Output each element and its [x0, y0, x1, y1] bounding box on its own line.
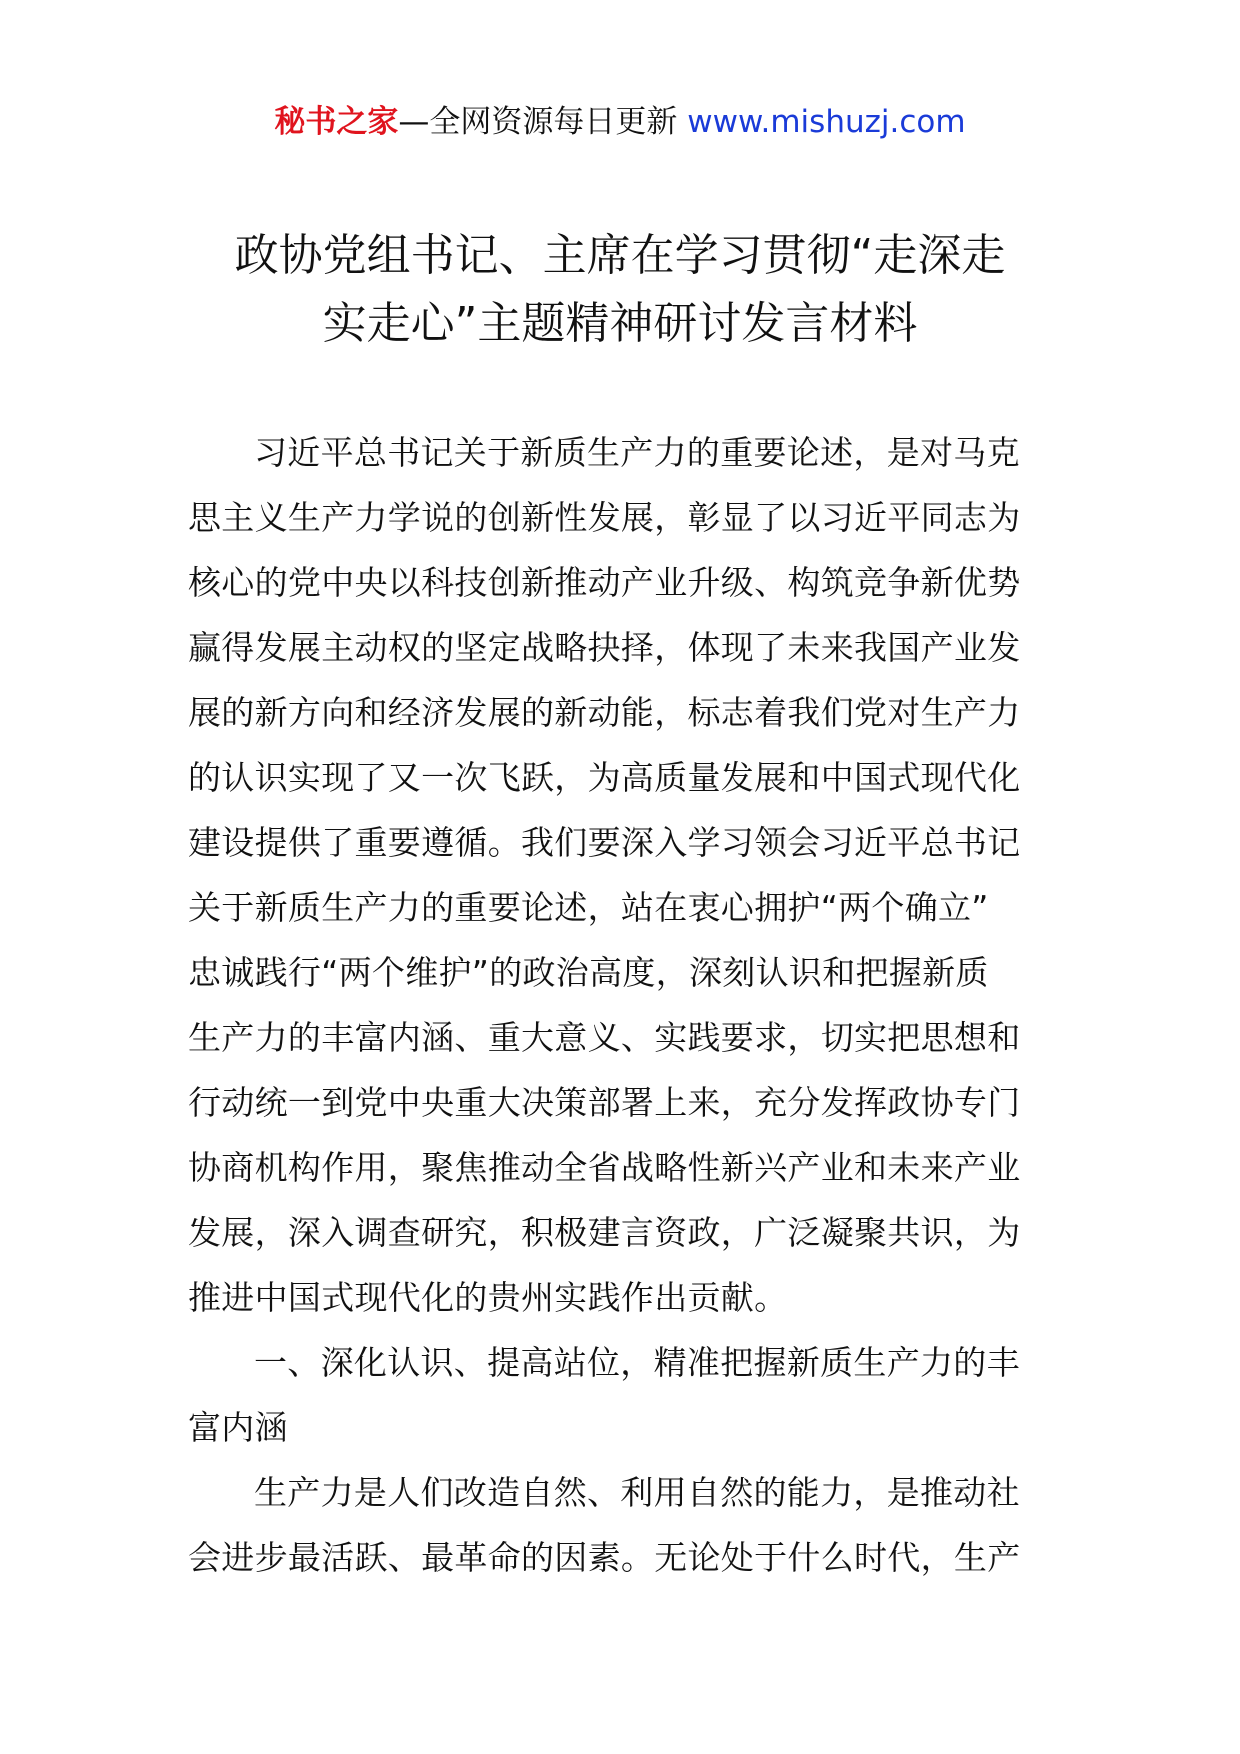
- title-line-2: 实走心”主题精神研讨发言材料: [322, 298, 918, 349]
- paragraph-line: 会进步最活跃、最革命的因素。无论处于什么时代，生产: [188, 1538, 1021, 1577]
- section-heading-line: 一、深化认识、提高站位，精准把握新质生产力的丰: [254, 1343, 1020, 1382]
- paragraph-line: 行动统一到党中央重大决策部署上来，充分发挥政协专门: [188, 1083, 1021, 1122]
- header-tagline: —全网资源每日更新: [398, 104, 678, 140]
- paragraph-line: 忠诚践行“两个维护”的政治高度，深刻认识和把握新质: [188, 953, 989, 992]
- paragraph-line: 赢得发展主动权的坚定战略抉择，体现了未来我国产业发: [188, 628, 1021, 667]
- section-heading-line: 富内涵: [188, 1408, 288, 1447]
- paragraph-line: 生产力的丰富内涵、重大意义、实践要求，切实把思想和: [188, 1018, 1021, 1057]
- brand-name: 秘书之家: [274, 104, 399, 140]
- site-header: [0, 100, 1240, 144]
- paragraph-line: 核心的党中央以科技创新推动产业升级、构筑竞争新优势: [188, 563, 1021, 602]
- paragraph-line: 习近平总书记关于新质生产力的重要论述，是对马克: [254, 433, 1020, 472]
- title-line-1: 政协党组书记、主席在学习贯彻“走深走: [234, 230, 1006, 281]
- paragraph-line: 协商机构作用，聚焦推动全省战略性新兴产业和未来产业: [188, 1148, 1021, 1187]
- paragraph-line: 推进中国式现代化的贵州实践作出贡献。: [188, 1278, 788, 1317]
- document-body: [188, 420, 1050, 1590]
- document-title: [150, 222, 1090, 358]
- paragraph-line: 的认识实现了又一次飞跃，为高质量发展和中国式现代化: [188, 758, 1021, 797]
- paragraph-line: 发展，深入调查研究，积极建言资政，广泛凝聚共识，为: [188, 1213, 1021, 1252]
- site-url-link[interactable]: www.mishuzj.com: [687, 104, 966, 140]
- paragraph-line: 生产力是人们改造自然、利用自然的能力，是推动社: [254, 1473, 1020, 1512]
- paragraph-line: 建设提供了重要遵循。我们要深入学习领会习近平总书记: [188, 823, 1021, 862]
- paragraph-line: 展的新方向和经济发展的新动能，标志着我们党对生产力: [188, 693, 1021, 732]
- paragraph-line: 关于新质生产力的重要论述，站在衷心拥护“两个确立”: [188, 888, 989, 927]
- paragraph-line: 思主义生产力学说的创新性发展，彰显了以习近平同志为: [188, 498, 1021, 537]
